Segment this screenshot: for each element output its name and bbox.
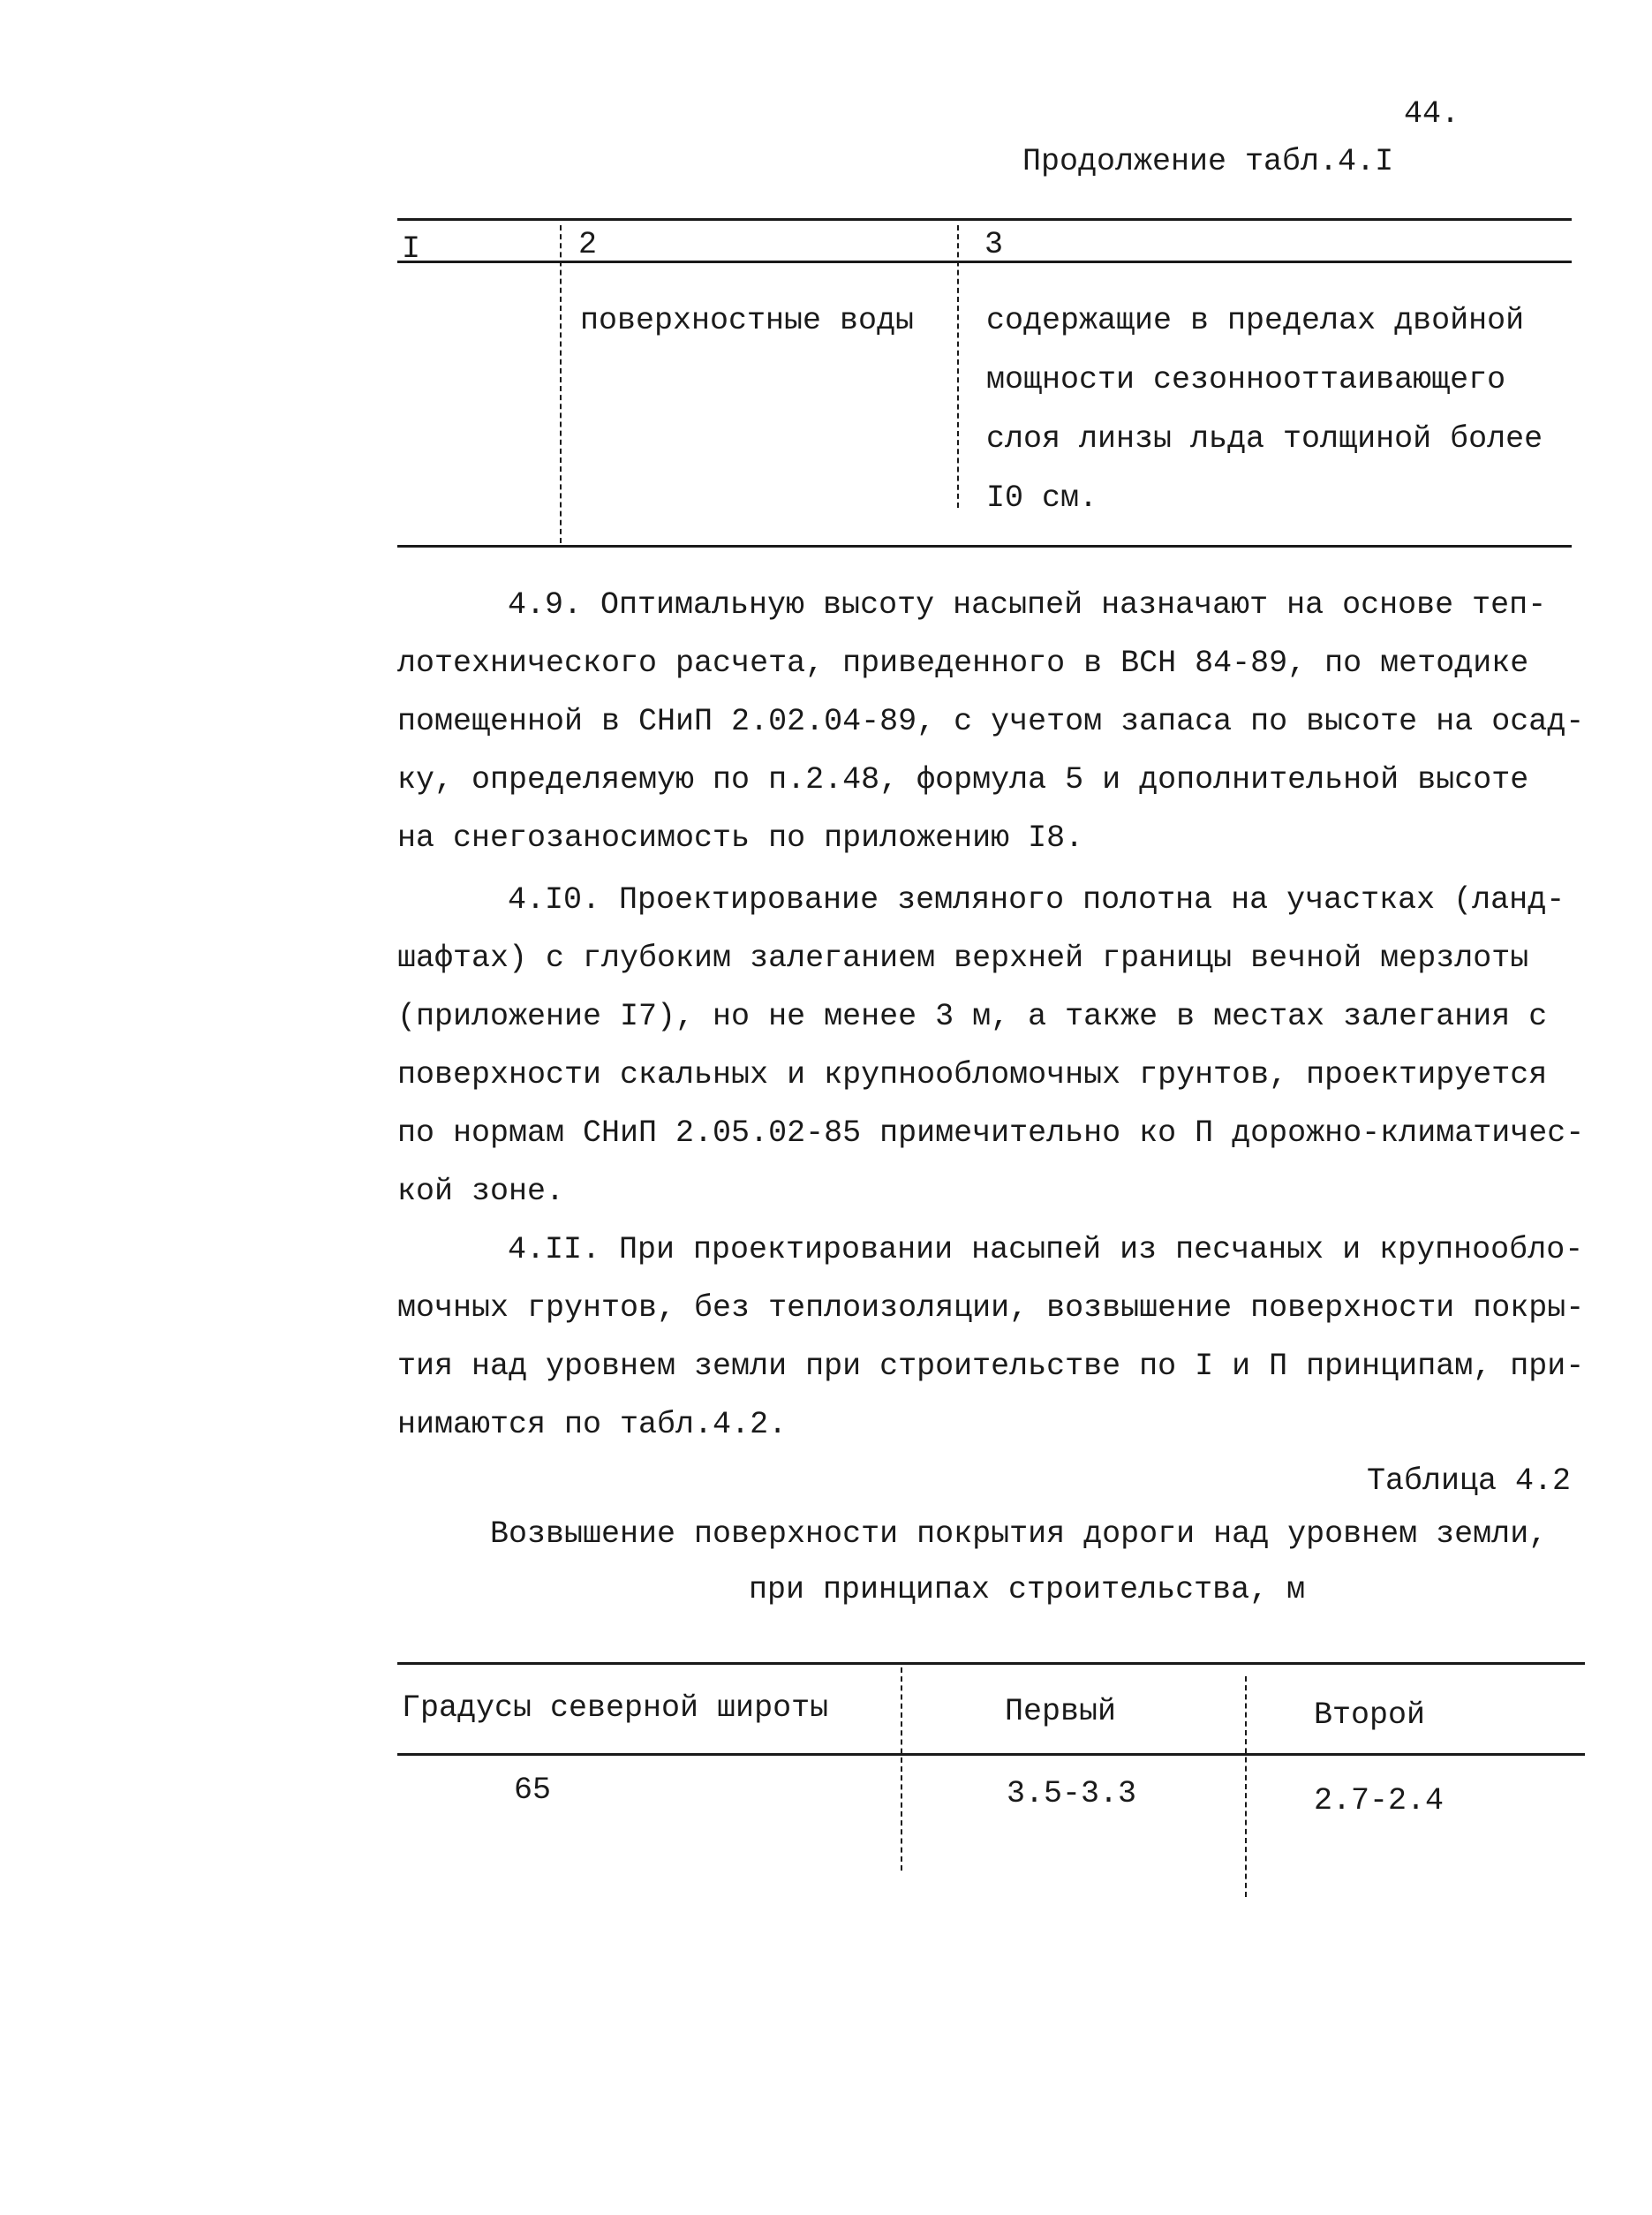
table1-header-col3: 3 [984, 227, 1004, 262]
paragraph-line: мочных грунтов, без теплоизоляции, возвышение поверхности покры- [397, 1290, 1585, 1326]
table2-header-second: Второй [1314, 1697, 1426, 1733]
table-continuation-label: Продолжение табл.4.I [1022, 144, 1394, 179]
table2-header-latitude: Градусы северной широты [402, 1690, 829, 1726]
table1-col-divider-1 [560, 225, 562, 543]
table2-cell-second: 2.7-2.4 [1314, 1783, 1445, 1818]
paragraph-4-11 [397, 1221, 1584, 1454]
table1-bottom-rule [397, 545, 1572, 548]
paragraph-line: на снегозаносимость по приложению I8. [397, 820, 1084, 856]
paragraph-line: лотехнического расчета, приведенного в ВСН 84-89, по методике [397, 646, 1529, 681]
table2-cell-latitude: 65 [514, 1773, 552, 1808]
table2-label: Таблица 4.2 [1367, 1463, 1572, 1499]
table2-top-rule [397, 1662, 1585, 1665]
table1-cell-col3-line2: мощности сезоннооттаивающего [986, 362, 1506, 397]
table2-header-first: Первый [1005, 1694, 1117, 1729]
table1-cell-col3-line3: слоя линзы льда толщиной более [986, 421, 1543, 457]
paragraph-line: кой зоне. [397, 1174, 565, 1209]
paragraph-line: по нормам СНиП 2.05.02-85 примечительно ко П дорожно-климатичес- [397, 1115, 1585, 1151]
table2-caption-line1: Возвышение поверхности покрытия дороги над уровнем земли, [490, 1516, 1548, 1552]
table1-cell-col2: поверхностные воды [580, 303, 915, 338]
paragraph-line: (приложение I7), но не менее 3 м, а также в местах залегания с [397, 999, 1548, 1034]
table1-top-rule [397, 218, 1572, 221]
table1-header-col1: I [402, 231, 421, 267]
table2-caption-line2: при принципах строительства, м [749, 1572, 1306, 1607]
paragraph-line: шафтах) с глубоким залеганием верхней границы вечной мерзлоты [397, 941, 1529, 976]
table1-header-col2: 2 [578, 227, 598, 262]
paragraph-line: поверхности скальных и крупнообломочных грунтов, проектируется [397, 1057, 1548, 1092]
page-number: 44. [1404, 96, 1460, 132]
table2-cell-first: 3.5-3.3 [1007, 1776, 1137, 1811]
paragraph-line: 4.II. При проектировании насыпей из песчаных и крупнообло- [508, 1232, 1584, 1267]
table1-cell-col3-line1: содержащие в пределах двойной [986, 303, 1525, 338]
table2-col-divider-1 [901, 1667, 902, 1871]
paragraph-line: тия над уровнем земли при строительстве по I и П принципам, при- [397, 1349, 1585, 1384]
paragraph-4-10 [397, 871, 1584, 1221]
table2-col-divider-2 [1245, 1676, 1247, 1897]
paragraph-line: 4.I0. Проектирование земляного полотна на участках (ланд- [508, 882, 1565, 918]
table2-header-rule [397, 1753, 1585, 1756]
paragraph-line: 4.9. Оптимальную высоту насыпей назначают на основе теп- [508, 587, 1547, 623]
paragraph-line: ку, определяемую по п.2.48, формула 5 и дополнительной высоте [397, 762, 1529, 798]
paragraph-line: помещенной в СНиП 2.02.04-89, с учетом запаса по высоте на осад- [397, 704, 1585, 739]
paragraph-4-9 [397, 576, 1584, 867]
table1-cell-col3-line4: I0 см. [986, 480, 1098, 516]
paragraph-line: нимаются по табл.4.2. [397, 1407, 788, 1442]
table1-col-divider-2 [957, 225, 959, 508]
